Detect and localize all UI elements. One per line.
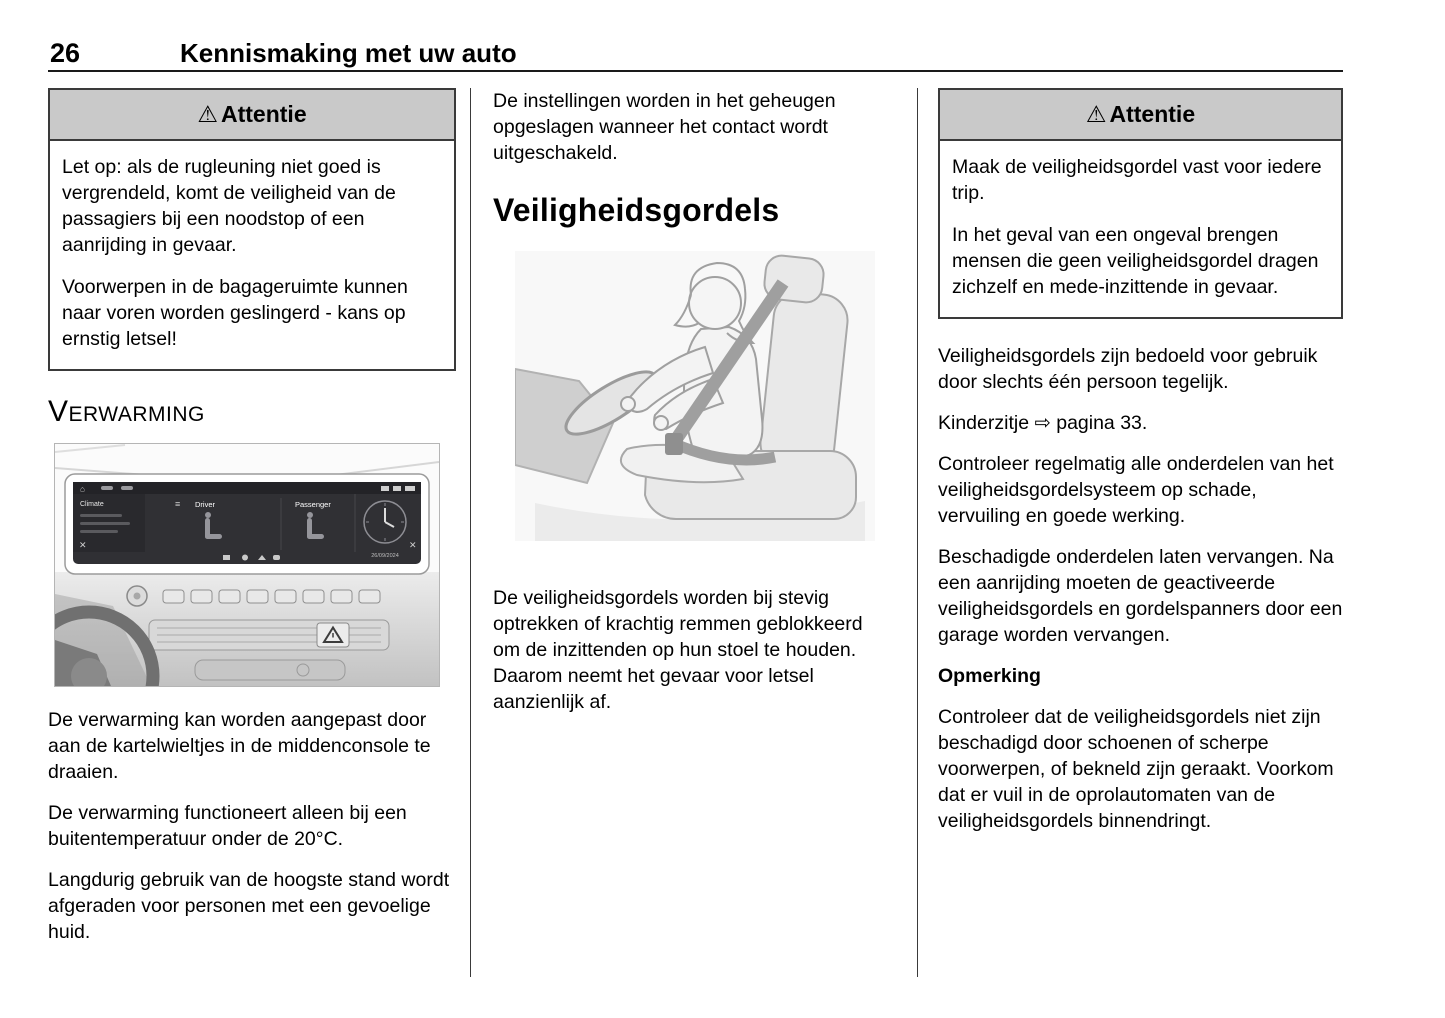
heating-controls-illustration — [54, 443, 440, 687]
close-icon: ✕ — [409, 540, 417, 550]
hazard-warning-button — [317, 623, 349, 647]
attention-paragraph: Let op: als de rugleuning niet goed is vergrendeld, komt de veiligheid van de passagiers bij een noodstop of een aanrijding in gevaar. — [62, 156, 396, 256]
attention-title: Attentie — [221, 101, 307, 127]
page-title: Kennismaking met uw auto — [180, 38, 517, 68]
warning-icon: ⚠ — [197, 101, 218, 127]
section-heading-verwarming: Verwarming — [48, 395, 205, 428]
column-right — [938, 88, 1343, 849]
body-paragraph: De veiligheidsgordels worden bij stevig optrekken of krachtig remmen geblokkeerd om de inzittenden op hun stoel te houden. Daarom neemt het gevaar voor letsel aanzienlijk af. — [493, 587, 863, 713]
body-paragraph: De verwarming functioneert alleen bij een buitentemperatuur onder de 20°C. — [48, 802, 407, 850]
close-icon: ✕ — [79, 540, 87, 550]
attention-paragraph: Maak de veiligheidsgordel vast voor iedere trip. — [952, 156, 1322, 204]
home-icon: ⌂ — [80, 484, 85, 494]
header-rule — [48, 70, 1343, 72]
body-paragraph: Kinderzitje ⇨ pagina 33. — [938, 412, 1148, 434]
body-paragraph: Controleer regelmatig alle onderdelen van het veiligheidsgordelsysteem op schade, vervuiling en goede werking. — [938, 453, 1334, 527]
screen-driver-label: Driver — [195, 500, 215, 509]
attention-box-seatbelt — [938, 88, 1343, 319]
attention-box-body — [940, 141, 1341, 317]
seatbelt-illustration-svg — [515, 251, 875, 541]
attention-box-backrest — [48, 88, 456, 371]
screen-date-label: 26/09/2024 — [371, 553, 399, 559]
seatbelt-illustration — [515, 251, 875, 541]
note-heading: Opmerking — [938, 665, 1041, 687]
column-left — [48, 88, 456, 960]
warning-icon: ⚠ — [1085, 101, 1107, 127]
person-head — [689, 277, 741, 329]
column-divider — [470, 88, 471, 977]
attention-box-body — [50, 141, 454, 369]
center-console — [195, 660, 345, 680]
attention-box-header — [940, 90, 1341, 141]
screen-menu-label: Climate — [80, 501, 104, 508]
column-divider — [917, 88, 918, 977]
attention-paragraph: Voorwerpen in de bagageruimte kunnen naar voren worden geslingerd - kans op ernstig letsel! — [62, 276, 408, 350]
note-text: Controleer dat de veiligheidsgordels niet zijn beschadigd door schoenen of scherpe voorwerpen, of bekneld zijn geraakt. Voorkom dat er vuil in de oprolautomaten van de veiligheidsgordels binnendringt. — [938, 706, 1334, 832]
screen-passenger-label: Passenger — [295, 500, 331, 509]
body-paragraph: Veiligheidsgordels zijn bedoeld voor gebruik door slechts één persoon tegelijk. — [938, 345, 1318, 393]
menu-icon: ≡ — [175, 499, 181, 509]
belt-buckle — [665, 433, 683, 455]
attention-box-header — [50, 90, 454, 141]
body-paragraph: Langdurig gebruik van de hoogste stand wordt afgeraden voor personen met een gevoelige huid. — [48, 869, 450, 943]
attention-title: Attentie — [1109, 101, 1196, 127]
body-paragraph: De instellingen worden in het geheugen opgeslagen wanneer het contact wordt uitgeschakeld. — [493, 90, 836, 164]
body-paragraph: Beschadigde onderdelen laten vervangen. Na een aanrijding moeten de geactiveerde veiligheidsgordels en gordelspanners door een garage worden vervangen. — [938, 546, 1343, 646]
section-heading-veiligheidsgordels: Veiligheidsgordels — [493, 192, 780, 228]
dashboard-illustration-svg — [55, 444, 439, 686]
body-paragraph: De verwarming kan worden aangepast door aan de kartelwieltjes in de middenconsole te draaien. — [48, 709, 431, 783]
column-middle — [493, 88, 879, 730]
page-number: 26 — [50, 38, 81, 68]
attention-paragraph: In het geval van een ongeval brengen mensen die geen veiligheidsgordel dragen zichzelf en mede-inzittende in gevaar. — [952, 224, 1319, 298]
